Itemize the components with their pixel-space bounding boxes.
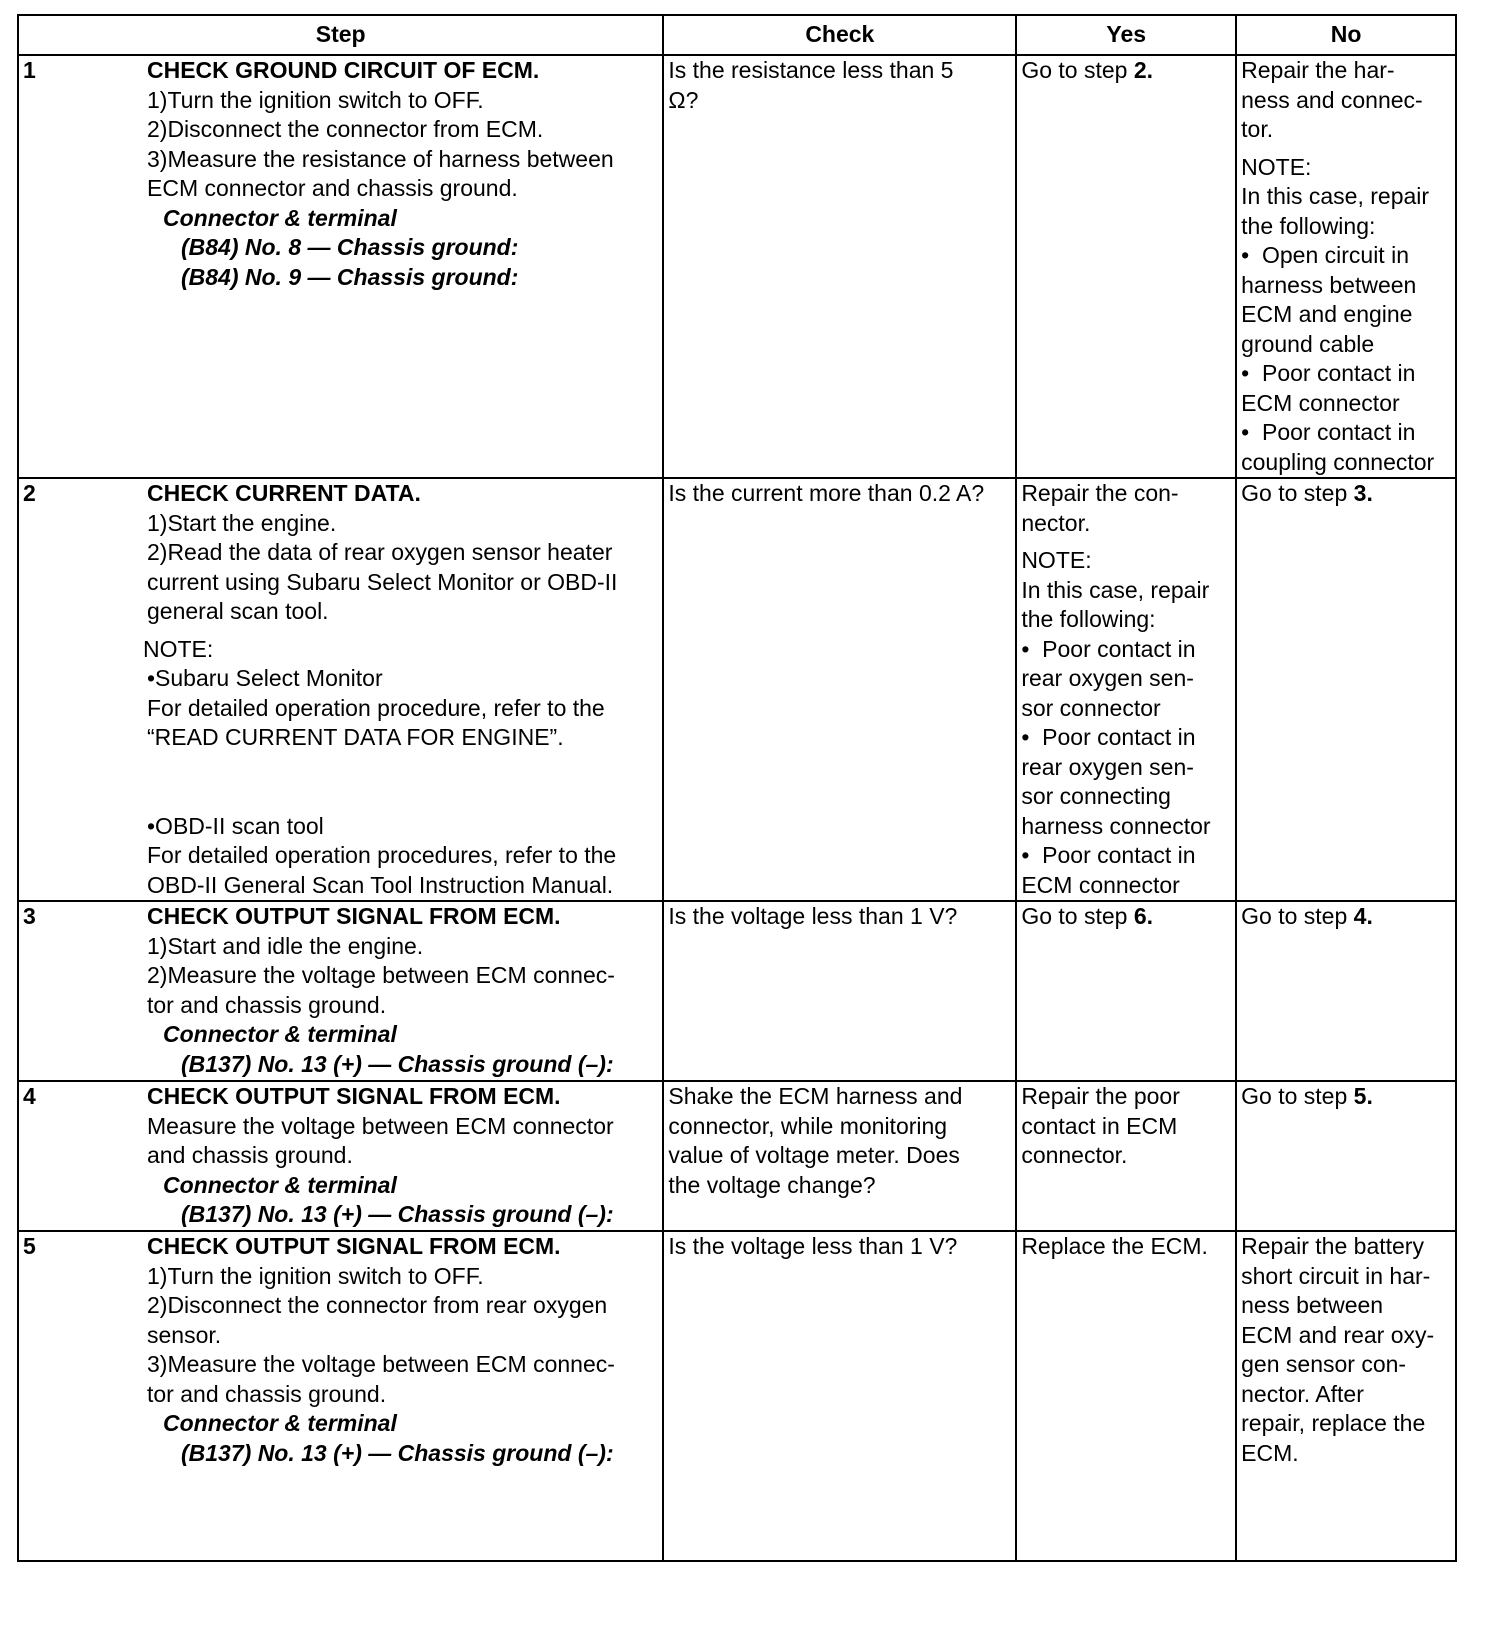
yes-line: Repair the con- — [1021, 480, 1179, 506]
note-label: NOTE: — [1021, 547, 1092, 573]
step-cell — [18, 1081, 663, 1231]
yes-line: Replace the ECM. — [1021, 1233, 1208, 1259]
no-line: Repair the battery — [1241, 1233, 1424, 1259]
bullet-line: • Poor contact in — [1021, 723, 1231, 753]
yes-line: contact in ECM — [1021, 1112, 1178, 1139]
no-line: short circuit in har- — [1241, 1262, 1431, 1289]
connector-label: Connector & terminal — [163, 1410, 397, 1436]
yes-cell — [1016, 901, 1236, 1081]
no-cell — [1236, 1081, 1456, 1231]
connector-label: Connector & terminal — [163, 1021, 397, 1047]
step-number: 4 — [23, 1083, 36, 1109]
check-cell — [663, 1231, 1016, 1561]
step-line: general scan tool. — [147, 598, 329, 624]
note-label: NOTE: — [143, 635, 214, 662]
yes-cell — [1016, 478, 1236, 901]
table-row — [18, 55, 1456, 478]
terminal-spec: (B84) No. 9 — Chassis ground: — [181, 263, 519, 290]
step-line: 3)Measure the resistance of harness between — [147, 145, 614, 172]
bullet-line: harness between — [1241, 271, 1417, 298]
note-item-head: •OBD-II scan tool — [147, 812, 324, 839]
step-number: 3 — [23, 903, 36, 929]
header-no: No — [1236, 15, 1456, 55]
check-cell — [663, 901, 1016, 1081]
step-line: 2)Measure the voltage between ECM connec- — [147, 962, 615, 988]
bullet-line: • Open circuit in — [1241, 241, 1451, 271]
check-line: the voltage change? — [668, 1171, 876, 1198]
bullet-line: • Poor contact in — [1021, 635, 1231, 665]
step-line: 1)Turn the ignition switch to OFF. — [147, 1262, 484, 1289]
no-line: tor. — [1241, 116, 1274, 142]
no-line: gen sensor con- — [1241, 1351, 1407, 1377]
diagnostic-table — [17, 14, 1457, 1562]
bullet-line: • Poor contact in — [1241, 418, 1451, 448]
yes-line: nector. — [1021, 509, 1091, 536]
step-title: CHECK OUTPUT SIGNAL FROM ECM. — [147, 1233, 561, 1259]
header-check: Check — [663, 15, 1016, 55]
bullet-line: • Poor contact in — [1021, 841, 1231, 871]
header-row — [18, 15, 1456, 55]
note-item-head: •Subaru Select Monitor — [147, 665, 383, 691]
table-row — [18, 478, 1456, 901]
no-goto: Go to step 3. — [1241, 480, 1373, 506]
step-line: 3)Measure the voltage between ECM connec- — [147, 1351, 615, 1377]
no-goto: Go to step 4. — [1241, 903, 1373, 929]
note-line: For detailed operation procedures, refer to the — [147, 842, 617, 868]
check-line: Ω? — [668, 86, 699, 113]
step-cell — [18, 478, 663, 901]
check-line: Is the voltage less than 1 V? — [668, 1233, 958, 1259]
check-line: Is the current more than 0.2 A? — [668, 480, 985, 506]
note-line: “READ CURRENT DATA FOR ENGINE”. — [147, 724, 564, 750]
no-cell — [1236, 1231, 1456, 1561]
step-cell — [18, 1231, 663, 1561]
no-line: repair, replace the — [1241, 1410, 1426, 1436]
check-cell — [663, 55, 1016, 478]
terminal-spec: (B137) No. 13 (+) — Chassis ground (–): — [181, 1439, 614, 1466]
note-line: In this case, repair — [1021, 576, 1210, 603]
check-line: Shake the ECM harness and — [668, 1083, 963, 1109]
check-line: connector, while monitoring — [668, 1112, 948, 1139]
check-cell — [663, 478, 1016, 901]
header-yes: Yes — [1016, 15, 1236, 55]
bullet-line: rear oxygen sen- — [1021, 665, 1194, 691]
no-cell — [1236, 478, 1456, 901]
step-line: 1)Start and idle the engine. — [147, 932, 424, 959]
step-line: tor and chassis ground. — [147, 991, 387, 1018]
step-line: 2)Disconnect the connector from rear oxygen — [147, 1292, 608, 1318]
no-line: ness and connec- — [1241, 86, 1423, 113]
check-line: Is the resistance less than 5 — [668, 57, 954, 83]
step-line: tor and chassis ground. — [147, 1380, 387, 1407]
bullet-line: sor connecting — [1021, 783, 1171, 809]
bullet-line: sor connector — [1021, 694, 1161, 721]
note-label: NOTE: — [1241, 153, 1312, 180]
no-line: ECM and rear oxy- — [1241, 1321, 1435, 1348]
step-cell — [18, 901, 663, 1081]
yes-cell — [1016, 1231, 1236, 1561]
yes-cell — [1016, 55, 1236, 478]
yes-goto: Go to step 2. — [1021, 57, 1154, 83]
terminal-spec: (B137) No. 13 (+) — Chassis ground (–): — [181, 1050, 614, 1077]
step-line: 1)Turn the ignition switch to OFF. — [147, 86, 484, 113]
step-line: and chassis ground. — [147, 1142, 353, 1168]
terminal-spec: (B137) No. 13 (+) — Chassis ground (–): — [181, 1201, 614, 1227]
bullet-line: harness connector — [1021, 812, 1211, 839]
step-title: CHECK OUTPUT SIGNAL FROM ECM. — [147, 1083, 561, 1109]
bullet-line: ground cable — [1241, 330, 1375, 357]
bullet-line: • Poor contact in — [1241, 359, 1451, 389]
table-row — [18, 901, 1456, 1081]
connector-label: Connector & terminal — [163, 204, 397, 231]
check-line: Is the voltage less than 1 V? — [668, 903, 958, 929]
step-title: CHECK OUTPUT SIGNAL FROM ECM. — [147, 903, 561, 929]
terminal-spec: (B84) No. 8 — Chassis ground: — [181, 234, 519, 260]
step-line: ECM connector and chassis ground. — [147, 175, 518, 201]
connector-label: Connector & terminal — [163, 1171, 397, 1198]
yes-cell — [1016, 1081, 1236, 1231]
step-title: CHECK GROUND CIRCUIT OF ECM. — [147, 57, 540, 83]
step-number: 1 — [23, 57, 36, 83]
no-line: Repair the har- — [1241, 57, 1395, 83]
bullet-line: coupling connector — [1241, 448, 1435, 475]
no-line: ECM. — [1241, 1439, 1299, 1466]
step-line: 2)Disconnect the connector from ECM. — [147, 116, 544, 142]
no-line: ness between — [1241, 1292, 1384, 1318]
table-row — [18, 1081, 1456, 1231]
check-cell — [663, 1081, 1016, 1231]
step-number: 5 — [23, 1233, 36, 1259]
note-line: In this case, repair — [1241, 183, 1430, 209]
step-line: 1)Start the engine. — [147, 509, 337, 536]
header-step: Step — [18, 15, 663, 55]
check-line: value of voltage meter. Does — [668, 1142, 960, 1168]
yes-goto: Go to step 6. — [1021, 903, 1154, 929]
note-line: For detailed operation procedure, refer to the — [147, 694, 605, 721]
bullet-line: rear oxygen sen- — [1021, 753, 1194, 780]
note-line: the following: — [1021, 606, 1156, 632]
no-line: nector. After — [1241, 1380, 1364, 1407]
no-cell — [1236, 55, 1456, 478]
step-line: sensor. — [147, 1321, 222, 1348]
no-goto: Go to step 5. — [1241, 1083, 1373, 1109]
step-line: 2)Read the data of rear oxygen sensor heater — [147, 539, 613, 565]
bullet-line: ECM connector — [1241, 389, 1400, 416]
step-line: Measure the voltage between ECM connector — [147, 1112, 614, 1139]
yes-line: Repair the poor — [1021, 1083, 1180, 1109]
step-line: current using Subaru Select Monitor or OBD-II — [147, 568, 618, 595]
step-title: CHECK CURRENT DATA. — [147, 480, 421, 506]
table-row — [18, 1231, 1456, 1561]
step-number: 2 — [23, 480, 36, 506]
no-cell — [1236, 901, 1456, 1081]
bullet-line: ECM and engine — [1241, 301, 1413, 327]
bullet-line: ECM connector — [1021, 871, 1180, 898]
note-line: OBD-II General Scan Tool Instruction Manual. — [147, 871, 614, 898]
step-cell — [18, 55, 663, 478]
note-line: the following: — [1241, 212, 1376, 239]
yes-line: connector. — [1021, 1142, 1128, 1168]
